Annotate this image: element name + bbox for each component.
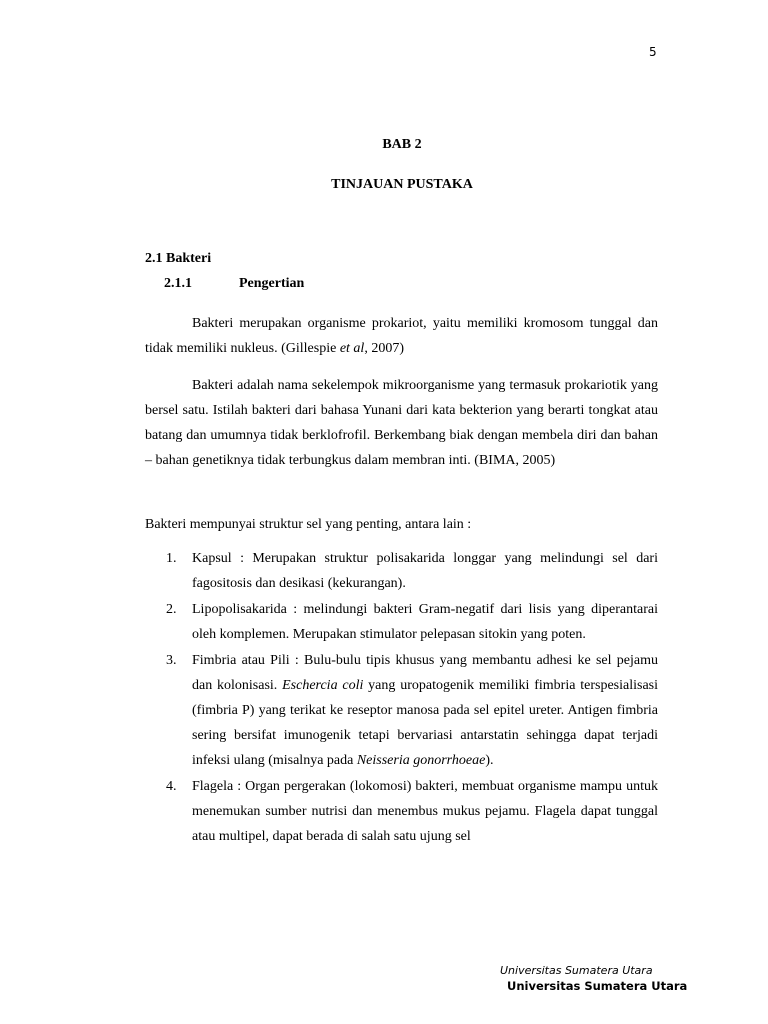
paragraph-text: Bakteri merupakan organisme prokariot, yaitu memiliki kromosom tunggal dan tidak memiliki nukleus. (Gillespie bbox=[145, 316, 658, 356]
footer-watermark-bold: Universitas Sumatera Utara bbox=[507, 979, 688, 993]
list-item-text: yang uropatogenik memiliki fimbria terspesialisasi (fimbria P) yang terikat ke reseptor manosa pada sel epitel ureter. Antigen fimbria sering bersifat imunogenik tetapi bervariasi antarstatin sehingga dapat terjadi infeksi ulang (misalnya pada bbox=[192, 678, 658, 768]
page-number: 5 bbox=[649, 45, 657, 59]
subsection-heading bbox=[164, 276, 304, 292]
paragraph-text-end: , 2007) bbox=[364, 341, 404, 356]
list-item-number: 3. bbox=[166, 653, 177, 668]
section-heading: 2.1 Bakteri bbox=[145, 251, 212, 266]
chapter-number: BAB 2 bbox=[382, 137, 422, 152]
subsection-title: Pengertian bbox=[239, 276, 305, 291]
species-name-italic: Neisseria gonorrhoeae bbox=[356, 753, 486, 768]
list-item-text: ). bbox=[485, 753, 494, 768]
list-item-text: Kapsul : Merupakan struktur polisakarida longgar yang melindungi sel dari fagositosis dan desikasi (kekurangan). bbox=[192, 551, 658, 591]
list-item-number: 4. bbox=[166, 779, 177, 794]
subsection-number: 2.1.1 bbox=[164, 276, 192, 291]
list-item-number: 2. bbox=[166, 602, 177, 617]
paragraph-description: Bakteri adalah nama sekelempok mikroorganisme yang termasuk prokariotik yang bersel satu. Istilah bakteri dari bahasa Yunani dari kata bekterion yang berarti tongkat atau batang dan umumnya tidak berklofrofil. Berkembang biak dengan membela diri dan bahan – bahan genetiknya tidak terbungkus dalam membran inti. (BIMA, 2005) bbox=[145, 378, 658, 468]
chapter-title: TINJAUAN PUSTAKA bbox=[331, 177, 473, 192]
paragraph-list-intro: Bakteri mempunyai struktur sel yang penting, antara lain : bbox=[145, 517, 472, 532]
list-item bbox=[145, 597, 658, 647]
structure-list bbox=[145, 546, 658, 850]
list-item-text: Fimbria atau Pili : Bulu-bulu tipis khusus yang membantu adhesi ke sel pejamu dan kolonisasi. bbox=[192, 653, 658, 693]
list-item bbox=[145, 648, 658, 773]
citation-italic: et al bbox=[339, 341, 365, 356]
list-item-text: Lipopolisakarida : melindungi bakteri Gram-negatif dari lisis yang diperantarai oleh komplemen. Merupakan stimulator pelepasan sitokin yang poten. bbox=[192, 602, 658, 642]
paragraph-definition bbox=[145, 311, 658, 361]
list-item-number: 1. bbox=[166, 551, 177, 566]
list-item bbox=[145, 774, 658, 849]
list-item bbox=[145, 546, 658, 596]
list-item-text: Flagela : Organ pergerakan (lokomosi) bakteri, membuat organisme mampu untuk menemukan sumber nutrisi dan menembus mukus pejamu. Flagela dapat tunggal atau multipel, dapat berada di salah satu ujung sel bbox=[192, 779, 658, 844]
footer-watermark-italic: Universitas Sumatera Utara bbox=[500, 964, 653, 977]
species-name-italic: Eschercia coli bbox=[282, 678, 364, 693]
